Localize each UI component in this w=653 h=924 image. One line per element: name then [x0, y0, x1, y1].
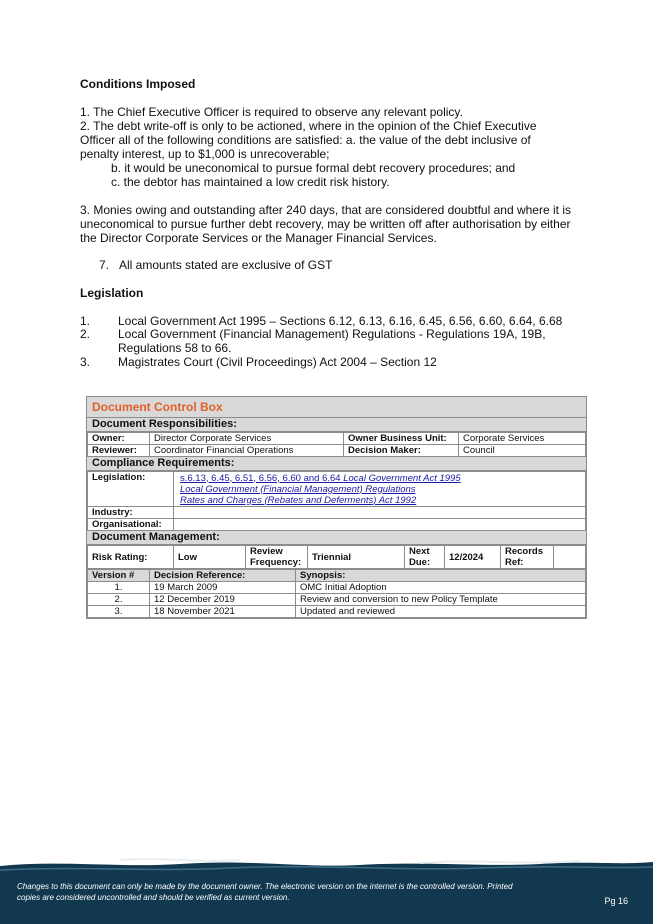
next-due-value: 12/2024	[445, 546, 501, 569]
legislation-links	[174, 472, 586, 507]
legislation-item	[80, 327, 600, 355]
legislation-item-text-cont: Regulations 58 to 66.	[118, 341, 232, 355]
organisational-label: Organisational:	[88, 519, 174, 531]
legislation-link-act-name: Local Government Act 1995	[343, 472, 461, 484]
industry-label: Industry:	[88, 507, 174, 519]
legislation-item-number: 1.	[80, 314, 91, 328]
condition-7-text: All amounts stated are exclusive of GST	[119, 258, 333, 272]
next-due-label-1: Next	[409, 546, 430, 557]
legislation-link-sections: s.6.13, 6.45, 6.51, 6.56, 6.60 and 6.64	[180, 472, 344, 484]
condition-2c: c. the debtor has maintained a low credit risk history.	[111, 175, 390, 189]
dcb-management-heading: Document Management:	[87, 531, 586, 545]
condition-3-line3: the Director Corporate Services or the Manager Financial Services.	[80, 231, 437, 245]
version-date: 12 December 2019	[150, 594, 296, 606]
version-number: 2.	[88, 594, 150, 606]
legislation-link-rates-act[interactable]: Rates and Charges (Rebates and Deferments) Act 1992	[180, 494, 417, 506]
version-date: 18 November 2021	[150, 606, 296, 618]
next-due-label	[405, 546, 445, 569]
review-frequency-label	[246, 546, 308, 569]
conditions-heading: Conditions Imposed	[80, 77, 196, 91]
owner-unit-value: Corporate Services	[459, 433, 586, 445]
responsibilities-table	[87, 432, 586, 457]
table-row	[88, 606, 586, 618]
records-ref-value	[554, 546, 586, 569]
owner-unit-label: Owner Business Unit:	[344, 433, 459, 445]
review-frequency-label-1: Review	[250, 546, 283, 557]
decision-reference-header: Decision Reference:	[150, 570, 296, 582]
dcb-responsibilities-heading: Document Responsibilities:	[87, 418, 586, 432]
footer-disclaimer-line1: Changes to this document can only be made by the document owner. The electronic version on the internet is the controlled version. Printed	[17, 882, 513, 891]
legislation-link-fm-regs[interactable]: Local Government (Financial Management) Regulations	[180, 483, 416, 495]
document-control-box	[86, 396, 587, 619]
records-ref-label	[501, 546, 554, 569]
version-header: Version #	[88, 570, 150, 582]
table-row	[88, 594, 586, 606]
legislation-item	[80, 314, 600, 328]
version-synopsis: OMC Initial Adoption	[296, 582, 586, 594]
condition-2b: b. it would be uneconomical to pursue formal debt recovery procedures; and	[111, 161, 516, 175]
table-row	[88, 582, 586, 594]
legislation-item-text: Magistrates Court (Civil Proceedings) Act 2004 – Section 12	[118, 355, 437, 369]
condition-2-line1: 2. The debt write-off is only to be actioned, where in the opinion of the Chief Executive	[80, 119, 537, 133]
condition-2-line2: Officer all of the following conditions are satisfied: a. the value of the debt inclusive of	[80, 133, 531, 147]
condition-1: 1. The Chief Executive Officer is required to observe any relevant policy.	[80, 105, 463, 119]
legislation-link-lg-act[interactable]	[180, 473, 461, 484]
condition-3-line1: 3. Monies owing and outstanding after 240 days, that are considered doubtful and where it is	[80, 203, 571, 217]
condition-2-line3: penalty interest, up to $1,000 is unrecoverable;	[80, 147, 330, 161]
synopsis-header: Synopsis:	[296, 570, 586, 582]
version-date: 19 March 2009	[150, 582, 296, 594]
reviewer-label: Reviewer:	[88, 445, 150, 457]
organisational-value	[174, 519, 586, 531]
reviewer-value: Coordinator Financial Operations	[150, 445, 344, 457]
risk-rating-label: Risk Rating:	[88, 546, 174, 569]
version-table	[87, 569, 586, 618]
footer-disclaimer	[17, 881, 577, 903]
legislation-item-number: 3.	[80, 355, 91, 369]
dcb-compliance-heading: Compliance Requirements:	[87, 457, 586, 471]
owner-label: Owner:	[88, 433, 150, 445]
version-number: 3.	[88, 606, 150, 618]
industry-value	[174, 507, 586, 519]
version-synopsis: Updated and reviewed	[296, 606, 586, 618]
legislation-heading: Legislation	[80, 286, 144, 300]
version-synopsis: Review and conversion to new Policy Template	[296, 594, 586, 606]
decision-maker-label: Decision Maker:	[344, 445, 459, 457]
legislation-item-number: 2.	[80, 327, 91, 341]
review-frequency-value: Triennial	[308, 546, 405, 569]
page-number: Pg 16	[604, 896, 628, 906]
records-ref-label-2: Ref:	[505, 557, 524, 568]
legislation-item	[80, 355, 600, 369]
management-table	[87, 545, 586, 569]
decision-maker-value: Council	[459, 445, 586, 457]
version-number: 1.	[88, 582, 150, 594]
dcb-title: Document Control Box	[87, 397, 586, 418]
records-ref-label-1: Records	[505, 546, 544, 557]
review-frequency-label-2: Frequency:	[250, 557, 302, 568]
condition-3-line2: uneconomical to pursue further debt recovery, may be written off after authorisation by either	[80, 217, 571, 231]
risk-rating-value: Low	[174, 546, 246, 569]
legislation-label: Legislation:	[88, 472, 174, 507]
legislation-item-text: Local Government (Financial Management) Regulations - Regulations 19A, 19B,	[118, 327, 546, 341]
condition-7-number: 7.	[99, 258, 110, 272]
legislation-item-text: Local Government Act 1995 – Sections 6.12, 6.13, 6.16, 6.45, 6.56, 6.60, 6.64, 6.68	[118, 314, 563, 328]
next-due-label-2: Due:	[409, 557, 431, 568]
owner-value: Director Corporate Services	[150, 433, 344, 445]
compliance-table	[87, 471, 586, 531]
footer-disclaimer-line2: copies are considered uncontrolled and should be verified as current version.	[17, 893, 290, 902]
